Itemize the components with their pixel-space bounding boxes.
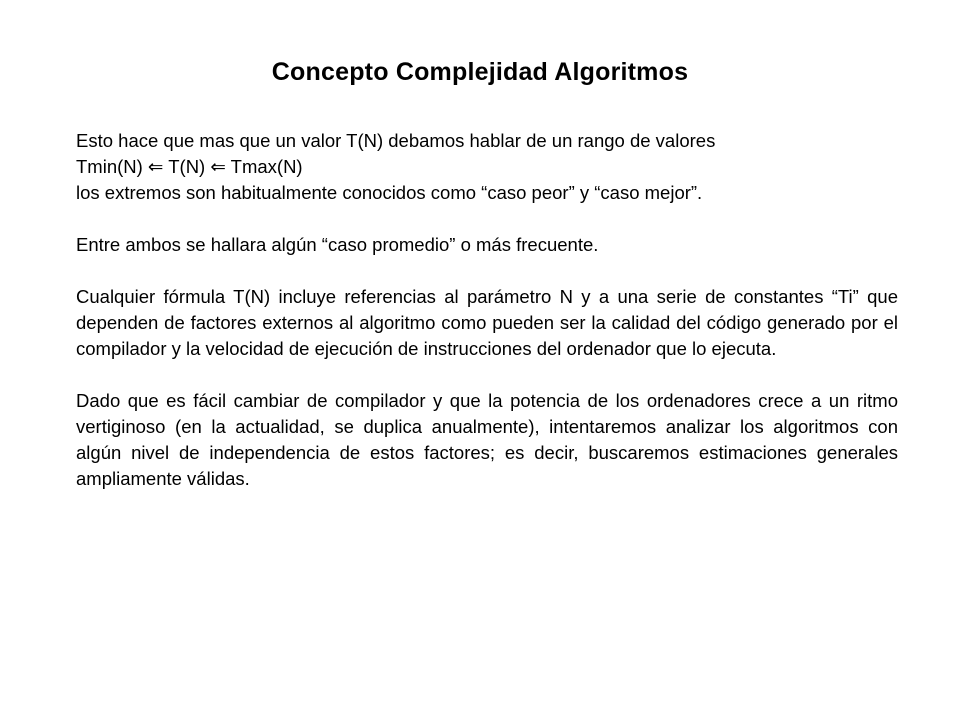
spacer: [76, 258, 898, 284]
spacer: [76, 362, 898, 388]
paragraph-range-intro: Esto hace que mas que un valor T(N) debamos hablar de un rango de valores: [76, 130, 716, 151]
paragraph-range-formula: Tmin(N) ⇐ T(N) ⇐ Tmax(N): [76, 156, 303, 177]
spacer: [76, 206, 898, 232]
paragraph-independence: Dado que es fácil cambiar de compilador y que la potencia de los ordenadores crece a un ritmo vertiginoso (en la actualidad, se duplica anualmente), intentaremos analizar los algoritmos con algún nivel de independencia de estos factores; es decir, buscaremos estimaciones generales ampliamente válidas.: [76, 390, 898, 489]
paragraph-constants: Cualquier fórmula T(N) incluye referencias al parámetro N y a una serie de constantes “Ti” que dependen de factores externos al algoritmo como pueden ser la calidad del código generado por el compilador y la velocidad de ejecución de instrucciones del ordenador que lo ejecuta.: [76, 286, 898, 359]
slide-title: Concepto Complejidad Algoritmos: [271, 58, 689, 86]
slide-body: [76, 128, 898, 492]
paragraph-extremes: los extremos son habitualmente conocidos como “caso peor” y “caso mejor”.: [76, 182, 703, 203]
paragraph-average-case: Entre ambos se hallara algún “caso promedio” o más frecuente.: [76, 234, 599, 255]
